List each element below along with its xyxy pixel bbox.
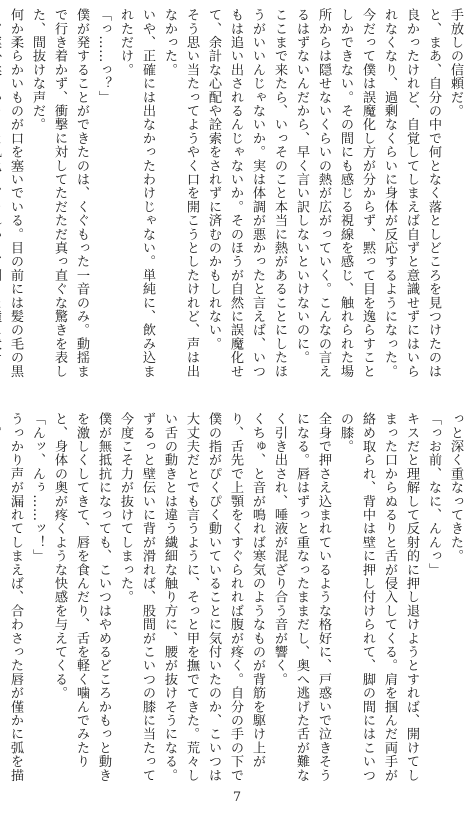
- lower-text-block: っと深く重なってきた。 「っお前、なに、んんっ」 キスだと理解して反射的に押し退けようとすれば、開けてしまった口からぬるりと舌が侵入してくる。肩を掴んだ両手が絡め取られ、背中は壁に押し付けられて、脚の間にはこいつの膝。 全身で押さえ込まれているような格好に、戸惑いで泣きそうになる。唇はずっと重なったままだし、奥へ逃げた舌が難なく引き出され、唾液が混ざり合う音が響く。 くちゅ、と音が鳴れば寒気のようなものが背筋を駆け上がり、舌先で上顎をくすぐられれば腹が疼く。自分の手の下で僕の指がぴくぴく動いていることに気付いたのか、こいつは大丈夫だとでも言うように、そっと甲を撫でてきた。荒々しい舌の動きとは違う繊細な触り方に、腰が抜けそうになる。ずるっと壁伝いに背が滑れば、股間がこいつの膝に当たって今度こそ力が抜けてしまった。 僕が無抵抗になっても、こいつはやめるどころかもっと動きを激しくしてきて、唇を食んだり、舌を軽く噛んでみたりと、身体の奥が疼くような快感を与えてくる。 「んッ、んぅ……ッ！」 うっかり声が漏れてしまえば、合わさった唇が僅かに弧を描: [8, 412, 463, 782]
- upper-text-block: 手放しの信頼だ。 と、まあ、自分の中で何となく落としどころを見つけたのは良かったけれど、自覚してしまえば自ずと意識せずにはいられなくなり、過剰なくらいに身体が反応するようになった。 今だって僕は誤魔化し方が分からず、黙って目を逸らすことしかできない。その間にも感じる視線を感じ、触れられた場所からは隠せないくらいの熱が広がっていく。こんなの言えるはずないんだから、早く言い訳しないといけないのに。 ここまで来たら、いっそのこと本当に熱があることにしたほうがいいんじゃないか。実は体調が悪かったと言えば、いつもは追い出されるんじゃないか。そのほうが自然に誤魔化せて、余計な心配や詮索をされずに済むのかもしれない。 そう思い当たってようやく口を開こうとしたけれど、声は出なかった。 いや、正確には出なかったわけじゃない。単純に、飲み込まれただけ。 「っ……っ？」 僕が発することができたのは、くぐもった一音のみ。動揺まで行き着かず、衝撃に対してただただ真っ直ぐな驚きを表した、間抜けな声だ。 何か柔らかいものが口を塞いでいる。目の前には髪の毛の黒: [8, 8, 463, 378]
- page-number: 7: [232, 790, 242, 805]
